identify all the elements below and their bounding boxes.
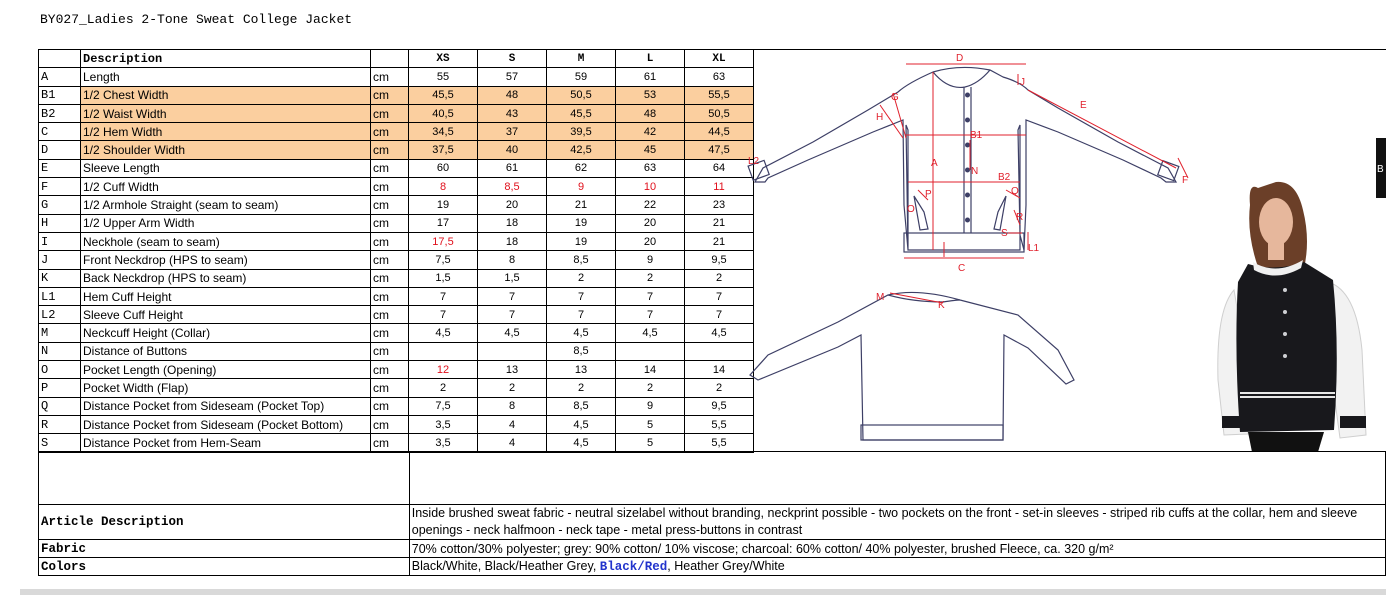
- measure-value: 21: [685, 214, 754, 232]
- measure-unit: cm: [371, 269, 409, 287]
- label-c: C: [958, 263, 966, 274]
- blank-label-cell: [39, 452, 410, 505]
- measure-value: 9,5: [685, 397, 754, 415]
- measure-value: 7: [685, 287, 754, 305]
- spec-row: [39, 287, 754, 305]
- measure-value: 48: [478, 86, 547, 104]
- measure-code: P: [39, 379, 81, 397]
- measure-value: 7: [616, 287, 685, 305]
- label-m: M: [876, 292, 885, 303]
- measure-value: 2: [685, 269, 754, 287]
- measure-value: 48: [616, 104, 685, 122]
- measure-unit: cm: [371, 178, 409, 196]
- measure-value: 2: [478, 379, 547, 397]
- model-jacket-body: [1236, 262, 1336, 432]
- measure-description: 1/2 Hem Width: [81, 123, 371, 141]
- measure-value: 21: [547, 196, 616, 214]
- colors-label: Colors: [39, 558, 410, 576]
- measure-value: 4,5: [409, 324, 478, 342]
- measure-value: 43: [478, 104, 547, 122]
- measure-value: 5,5: [685, 415, 754, 433]
- measure-value: 4,5: [547, 415, 616, 433]
- header-size-s: S: [478, 50, 547, 68]
- measure-value: 50,5: [685, 104, 754, 122]
- measure-unit: cm: [371, 214, 409, 232]
- measure-value: 61: [478, 159, 547, 177]
- measure-code: C: [39, 123, 81, 141]
- measure-value: 18: [478, 214, 547, 232]
- measure-description: Neckcuff Height (Collar): [81, 324, 371, 342]
- label-k: K: [938, 300, 945, 311]
- spec-row: [39, 232, 754, 250]
- label-a: A: [931, 158, 938, 169]
- measure-code: E: [39, 159, 81, 177]
- header-unit-cell: [371, 50, 409, 68]
- label-o: O: [907, 204, 915, 215]
- spec-row: [39, 68, 754, 86]
- measure-code: H: [39, 214, 81, 232]
- horizontal-scrollbar[interactable]: [20, 589, 1386, 595]
- measure-value: 17: [409, 214, 478, 232]
- spec-row: [39, 159, 754, 177]
- measure-description: Sleeve Cuff Height: [81, 306, 371, 324]
- measure-code: S: [39, 434, 81, 452]
- measure-value: 7: [547, 287, 616, 305]
- measure-value: 7,5: [409, 397, 478, 415]
- colors-highlight: Black/Red: [599, 560, 668, 574]
- measure-value: 45,5: [547, 104, 616, 122]
- measure-value: 62: [547, 159, 616, 177]
- measure-unit: cm: [371, 324, 409, 342]
- measure-value: 9: [547, 178, 616, 196]
- measure-value: 5,5: [685, 434, 754, 452]
- label-b1: B1: [970, 130, 983, 141]
- measure-code: L2: [39, 306, 81, 324]
- measure-description: Distance Pocket from Sideseam (Pocket Top): [81, 397, 371, 415]
- article-description-row: [39, 505, 1386, 540]
- article-description-text: Inside brushed sweat fabric - neutral sizelabel without branding, neckprint possible - two pockets on the front - set-in sleeves - striped rib cuffs at the collar, hem and sleeve openings - neck halfmoon - neck tape - metal press-buttons in contrast: [409, 505, 1385, 540]
- measure-value: 4,5: [547, 434, 616, 452]
- measure-value: [409, 342, 478, 360]
- measure-value: 7: [409, 287, 478, 305]
- measure-code: L1: [39, 287, 81, 305]
- measure-value: 19: [547, 214, 616, 232]
- measure-code: N: [39, 342, 81, 360]
- measure-value: 7: [685, 306, 754, 324]
- measure-value: 8: [409, 178, 478, 196]
- header-size-xl: XL: [685, 50, 754, 68]
- measure-value: 4,5: [685, 324, 754, 342]
- measure-code: D: [39, 141, 81, 159]
- header-size-m: M: [547, 50, 616, 68]
- measure-value: 11: [685, 178, 754, 196]
- spec-row: [39, 141, 754, 159]
- document-title: BY027_Ladies 2-Tone Sweat College Jacket: [40, 12, 353, 27]
- measure-code: I: [39, 232, 81, 250]
- measure-value: 3,5: [409, 415, 478, 433]
- measure-value: 5: [616, 434, 685, 452]
- label-b2: B2: [998, 172, 1011, 183]
- measure-unit: cm: [371, 104, 409, 122]
- measure-description: Pocket Length (Opening): [81, 361, 371, 379]
- measure-code: B1: [39, 86, 81, 104]
- measure-value: 7: [409, 306, 478, 324]
- measure-code: G: [39, 196, 81, 214]
- measure-unit: cm: [371, 415, 409, 433]
- spec-row: [39, 269, 754, 287]
- measure-value: 19: [409, 196, 478, 214]
- measure-value: 19: [547, 232, 616, 250]
- measure-value: 9: [616, 397, 685, 415]
- measure-unit: cm: [371, 251, 409, 269]
- measure-value: 3,5: [409, 434, 478, 452]
- label-d: D: [956, 53, 964, 64]
- measure-code: F: [39, 178, 81, 196]
- measure-value: 34,5: [409, 123, 478, 141]
- measure-value: 14: [616, 361, 685, 379]
- spec-row: [39, 415, 754, 433]
- measurement-lines: [880, 64, 1188, 303]
- header-size-xs: XS: [409, 50, 478, 68]
- measure-value: 37: [478, 123, 547, 141]
- measure-value: 8,5: [547, 251, 616, 269]
- measure-code: B2: [39, 104, 81, 122]
- spec-row: [39, 251, 754, 269]
- spec-row: [39, 123, 754, 141]
- label-j: J: [1020, 77, 1025, 88]
- blank-text-cell: [409, 452, 1385, 505]
- measure-value: 20: [478, 196, 547, 214]
- measure-value: 8,5: [478, 178, 547, 196]
- measure-value: 20: [616, 214, 685, 232]
- label-e: E: [1080, 100, 1087, 111]
- label-q: Q: [1011, 186, 1019, 197]
- measure-unit: cm: [371, 379, 409, 397]
- spec-row: [39, 104, 754, 122]
- right-pocket: [994, 196, 1006, 230]
- measure-value: 47,5: [685, 141, 754, 159]
- measure-value: 59: [547, 68, 616, 86]
- measure-value: 20: [616, 232, 685, 250]
- measure-unit: cm: [371, 196, 409, 214]
- measure-value: [616, 342, 685, 360]
- measure-value: 2: [616, 379, 685, 397]
- measure-description: Front Neckdrop (HPS to seam): [81, 251, 371, 269]
- measure-value: 14: [685, 361, 754, 379]
- edge-letter: B: [1377, 164, 1384, 175]
- measure-unit: cm: [371, 123, 409, 141]
- fabric-text: 70% cotton/30% polyester; grey: 90% cotton/ 10% viscose; charcoal: 60% cotton/ 40% polyester, brushed Fleece, ca. 320 g/m²: [409, 540, 1385, 558]
- measure-code: M: [39, 324, 81, 342]
- measure-value: 4,5: [547, 324, 616, 342]
- measure-unit: cm: [371, 86, 409, 104]
- measure-value: 7: [478, 287, 547, 305]
- measure-code: R: [39, 415, 81, 433]
- measure-value: 55,5: [685, 86, 754, 104]
- label-h: H: [876, 112, 884, 123]
- article-info-table: [38, 451, 1386, 576]
- measure-description: Distance Pocket from Sideseam (Pocket Bottom): [81, 415, 371, 433]
- measure-unit: cm: [371, 232, 409, 250]
- measure-value: 8,5: [547, 342, 616, 360]
- measure-value: 8,5: [547, 397, 616, 415]
- measure-code: O: [39, 361, 81, 379]
- measure-unit: cm: [371, 306, 409, 324]
- measure-value: 44,5: [685, 123, 754, 141]
- measure-value: 7,5: [409, 251, 478, 269]
- spec-table: [38, 49, 754, 453]
- measure-unit: cm: [371, 342, 409, 360]
- measure-value: 39,5: [547, 123, 616, 141]
- measure-code: K: [39, 269, 81, 287]
- spec-row: [39, 214, 754, 232]
- measure-value: 23: [685, 196, 754, 214]
- measure-code: J: [39, 251, 81, 269]
- spec-row: [39, 361, 754, 379]
- measure-description: Pocket Width (Flap): [81, 379, 371, 397]
- measure-value: 45: [616, 141, 685, 159]
- colors-row: [39, 558, 1386, 576]
- measure-value: 22: [616, 196, 685, 214]
- model-legs: [1248, 432, 1324, 452]
- measure-value: 53: [616, 86, 685, 104]
- measure-value: 63: [685, 68, 754, 86]
- measure-value: 42: [616, 123, 685, 141]
- spec-header-row: [39, 50, 754, 68]
- left-pocket: [914, 196, 928, 230]
- spec-row: [39, 86, 754, 104]
- spec-row: [39, 342, 754, 360]
- measure-value: 57: [478, 68, 547, 86]
- info-blank-row: [39, 452, 1386, 505]
- measure-description: 1/2 Cuff Width: [81, 178, 371, 196]
- measure-value: 8: [478, 397, 547, 415]
- back-jacket-outline: [750, 292, 1074, 440]
- measure-value: 2: [409, 379, 478, 397]
- measure-value: 21: [685, 232, 754, 250]
- measure-description: 1/2 Upper Arm Width: [81, 214, 371, 232]
- measure-value: 7: [616, 306, 685, 324]
- measure-description: Distance Pocket from Hem-Seam: [81, 434, 371, 452]
- measure-value: 13: [547, 361, 616, 379]
- label-p: P: [925, 189, 932, 200]
- label-g: G: [891, 92, 899, 103]
- header-size-l: L: [616, 50, 685, 68]
- label-l2: L2: [748, 156, 760, 167]
- measure-description: Distance of Buttons: [81, 342, 371, 360]
- measure-value: 2: [547, 379, 616, 397]
- spec-row: [39, 379, 754, 397]
- back-hem-cuff: [861, 425, 1003, 440]
- measure-value: 37,5: [409, 141, 478, 159]
- spec-row: [39, 178, 754, 196]
- measure-value: 5: [616, 415, 685, 433]
- measure-unit: cm: [371, 68, 409, 86]
- measure-code: A: [39, 68, 81, 86]
- measure-value: 40,5: [409, 104, 478, 122]
- measure-value: 18: [478, 232, 547, 250]
- header-code-cell: [39, 50, 81, 68]
- spec-row: [39, 434, 754, 452]
- colors-before: Black/White, Black/Heather Grey,: [411, 559, 600, 573]
- measure-description: 1/2 Chest Width: [81, 86, 371, 104]
- measure-value: 2: [547, 269, 616, 287]
- label-s: S: [1001, 228, 1008, 239]
- measure-value: 55: [409, 68, 478, 86]
- spec-row: [39, 196, 754, 214]
- measure-value: 40: [478, 141, 547, 159]
- spec-row: [39, 306, 754, 324]
- measure-unit: cm: [371, 159, 409, 177]
- measure-value: 60: [409, 159, 478, 177]
- measure-value: [478, 342, 547, 360]
- measure-value: 17,5: [409, 232, 478, 250]
- spec-row: [39, 397, 754, 415]
- measure-value: 4: [478, 415, 547, 433]
- measure-value: 50,5: [547, 86, 616, 104]
- measure-value: 13: [478, 361, 547, 379]
- model-face: [1259, 198, 1293, 246]
- measure-description: 1/2 Armhole Straight (seam to seam): [81, 196, 371, 214]
- measure-code: Q: [39, 397, 81, 415]
- label-r: R: [1016, 212, 1024, 223]
- measure-description: 1/2 Waist Width: [81, 104, 371, 122]
- measure-value: 8: [478, 251, 547, 269]
- jacket-technical-drawing: [728, 50, 1386, 452]
- measure-unit: cm: [371, 397, 409, 415]
- measure-unit: cm: [371, 361, 409, 379]
- measure-description: Hem Cuff Height: [81, 287, 371, 305]
- measure-value: 1,5: [409, 269, 478, 287]
- measure-value: 63: [616, 159, 685, 177]
- article-description-label: Article Description: [39, 505, 410, 540]
- measure-description: Length: [81, 68, 371, 86]
- measure-value: 1,5: [478, 269, 547, 287]
- colors-after: , Heather Grey/White: [667, 559, 785, 573]
- label-n: N: [971, 166, 979, 177]
- measure-value: 45,5: [409, 86, 478, 104]
- label-l1: L1: [1028, 243, 1040, 254]
- fabric-row: [39, 540, 1386, 558]
- technical-drawing-area: [728, 49, 1386, 452]
- measure-description: Sleeve Length: [81, 159, 371, 177]
- measure-value: 42,5: [547, 141, 616, 159]
- measure-value: 10: [616, 178, 685, 196]
- measure-description: Neckhole (seam to seam): [81, 232, 371, 250]
- back-collar: [888, 295, 960, 302]
- measure-value: 4,5: [616, 324, 685, 342]
- measure-value: 9,5: [685, 251, 754, 269]
- button-group: [965, 93, 970, 223]
- fabric-label: Fabric: [39, 540, 410, 558]
- measure-value: 7: [478, 306, 547, 324]
- measure-unit: cm: [371, 434, 409, 452]
- header-description: Description: [81, 50, 371, 68]
- measure-value: 12: [409, 361, 478, 379]
- measure-unit: cm: [371, 287, 409, 305]
- measure-unit: cm: [371, 141, 409, 159]
- measure-value: 61: [616, 68, 685, 86]
- label-f: F: [1182, 175, 1189, 186]
- measure-value: 2: [685, 379, 754, 397]
- measure-value: 64: [685, 159, 754, 177]
- measure-description: 1/2 Shoulder Width: [81, 141, 371, 159]
- front-collar: [933, 70, 990, 87]
- measure-value: 2: [616, 269, 685, 287]
- measure-value: 4,5: [478, 324, 547, 342]
- measure-description: Back Neckdrop (HPS to seam): [81, 269, 371, 287]
- model-photo: [1218, 182, 1366, 452]
- measure-value: 7: [547, 306, 616, 324]
- colors-text: [409, 558, 1385, 576]
- measure-value: 9: [616, 251, 685, 269]
- spec-row: [39, 324, 754, 342]
- measure-value: 4: [478, 434, 547, 452]
